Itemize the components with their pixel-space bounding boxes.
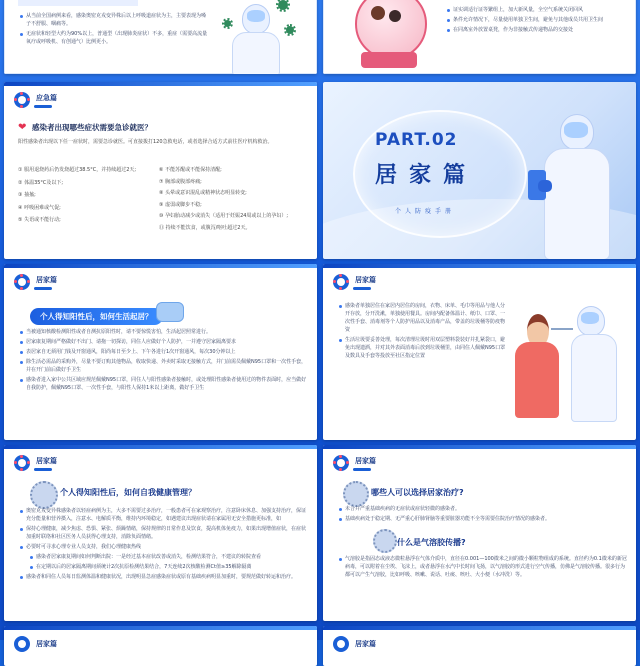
tag-underline xyxy=(34,287,52,290)
slide-3[interactable] xyxy=(4,82,317,259)
sub-bullet: 感染者居家康复期间如何判断出院：一是经过基本症状改善或消失，检测结果符合，不建议的转院查看 xyxy=(28,553,308,561)
mask-icon xyxy=(156,302,184,322)
slide-tag: 居家篇 xyxy=(36,640,57,648)
section-subtitle: 个人防疫手册 xyxy=(395,208,456,215)
slide-topbar xyxy=(323,264,636,268)
slide-5[interactable] xyxy=(4,264,317,440)
symptom-list-right xyxy=(159,166,309,232)
slide-6[interactable] xyxy=(323,264,636,440)
slide-header xyxy=(333,455,376,471)
slide-9[interactable] xyxy=(4,626,317,666)
virus-icon xyxy=(286,26,294,34)
slide-header xyxy=(333,636,376,652)
slide-topbar xyxy=(323,445,636,449)
slide-4[interactable] xyxy=(323,82,636,259)
slide-topbar xyxy=(4,626,317,630)
medical-worker-illustration xyxy=(528,108,628,258)
virus-logo-icon xyxy=(14,636,30,652)
section-pill: 个人得知阳性后，如何生活起居？ xyxy=(30,308,163,325)
bullet: 感染者单独居住在家居内居住的房间，衣物、床单、毛巾等用品与他人分开存放，分开洗漱，单独使用餐具。房间内配备体温计、纸巾、口罩、一次性手套、消毒剂等个人防护用品以及消毒产品，带盖的垃圾桶等防疫物资 xyxy=(337,302,507,334)
symptom-item: ⑥ 不能苏醒或不能保持清醒; xyxy=(159,167,222,173)
virus-decoration xyxy=(373,529,397,553)
virus-logo-icon xyxy=(14,274,30,290)
slide-tag: 居家篇 xyxy=(36,456,57,465)
bullet: 奥密克戎变异株感染者以轻症病例为主，大多不需要过多治疗，一般患者可在家观察治疗，注意卧床休息、加强支持治疗，保证充分能量和营养摄入，注意水、电解质平衡，维持内环境稳定，如遇建议出现症状请在家属用无安全措施更标准，如 xyxy=(18,507,308,523)
symptom-item: ⑤ 失语或不能行动; xyxy=(18,217,61,223)
slide-header xyxy=(14,636,57,652)
question-text: 什么是气溶胶传播? xyxy=(397,538,466,547)
question-heading xyxy=(60,487,196,498)
virus-logo-icon xyxy=(14,92,30,108)
symptom-item: ⑧ 头晕或意识混乱或精神状态明显转变; xyxy=(159,190,247,196)
tag-underline xyxy=(34,468,52,471)
bullet: 除生活必需品的采购外，尽量不要订购其他物品，收取快递、外卖时采取无接触方式，并门前需员佩戴N95口罩和一次性手套，并在开门前后做好手卫生 xyxy=(18,358,308,374)
heart-icon: ❤ xyxy=(18,121,27,133)
nucleic-acid-test-illustration xyxy=(513,304,631,434)
virus-icon xyxy=(224,20,231,27)
bullet: 居家康复期间严格做好不出门、请拖一切探访，同住人应做好个人防护，一并遵守居家隔离要求 xyxy=(18,338,308,346)
slide-tag: 居家篇 xyxy=(355,640,376,648)
symptom-item: ① 服用退烧药后仍发烧超过38.5°C，并持续超过2天; xyxy=(18,167,137,173)
slide-header xyxy=(14,274,57,290)
bullet: 生活垃圾要妥善处理，每次清理垃圾时用双层塑料袋装好并扎紧袋口，避免出现遗洒，并对其外表面消毒后放到垃圾桶里，由同住人佩戴N95口罩及数具及手套等投放至社区指定位置 xyxy=(337,336,507,360)
question-heading xyxy=(371,487,464,498)
bullet: 必要时可寻求心理专业人员支持，我们心理健康热线 xyxy=(18,543,308,551)
tag-underline xyxy=(353,287,371,290)
slide-tag: 居家篇 xyxy=(36,275,57,284)
symptom-item: ⑪ 持续不能饮食，或腹泻/呕吐超过2天。 xyxy=(159,224,251,231)
slide-topbar xyxy=(4,82,317,86)
family-globe-illustration xyxy=(349,0,429,72)
question-text: 感染者出现哪些症状需要急诊就医？ xyxy=(32,123,152,132)
bullet: 条件允许情况下，尽量使用单独卫生间，避免与其他成员共用卫生间 xyxy=(445,16,625,24)
symptom-item: ⑨ 虚弱或脚步不稳; xyxy=(159,201,202,208)
patient-body xyxy=(515,342,559,418)
symptom-item: ③ 抽搐; xyxy=(18,192,36,198)
section-title: 居家篇 xyxy=(375,163,478,188)
virus-logo-icon xyxy=(14,455,30,471)
tag-underline xyxy=(353,468,371,471)
medical-worker-illustration xyxy=(214,0,304,74)
slide-10[interactable] xyxy=(323,626,636,666)
intro-text: 阳性感染者出现以下任一症状时，需要急诊就医。可直接拨打120急救电话，或者选择合适方式前往医疗机构救治。 xyxy=(18,139,273,145)
swab xyxy=(551,328,573,330)
virus-icon xyxy=(278,0,288,10)
bullet: 表居家自无须用门钱及开窗通风，阳尚每日至少上、下午各进行1次开窗通风，每次30分钟以上 xyxy=(18,348,308,356)
slide-tag: 居家篇 xyxy=(355,456,376,465)
bullet: 无症状和轻型大约为90%以上，普通型（出现肺炎症状）不多，重症（需要高流量氧疗或呼吸机、有创通气）比例更小。 xyxy=(18,30,210,46)
glove xyxy=(538,180,552,192)
symptom-list-left xyxy=(18,166,153,225)
sub-bullet: 在定期以后的居家隔离期间须统计2次抗原检测结果结合，7天连续2次核酸检测Ct值≥35解除隔离 xyxy=(28,563,308,571)
bullet: 当被通知核酸检测阳性或者自测抗原阳性时，请不要惊慌害怕，生活起居照常进行。 xyxy=(18,328,308,336)
part-number: PART.02 xyxy=(375,130,458,150)
virus-logo-icon xyxy=(333,636,349,652)
slide-tag: 居家篇 xyxy=(355,275,376,284)
bullet: 未合并严重基础疾病的无症状或症状轻微的感染者。 xyxy=(337,505,627,513)
bullet: 从当前全国病例来看，感染奥密克戎变异株后以上呼吸道症状为主，主要表现为嗓子不舒服、咽痛等。 xyxy=(18,12,210,28)
bullet: 感染者进入家中公共区域应规范佩戴N95口罩，同住人与阳性感染者接触时，或处理阳性感染者使用过的物件表面时，应当做好自我防护，佩戴N95口罩、一次性手套，与阳性人保持1米以上距离，做好手卫生 xyxy=(18,376,308,392)
bullet: 在同离室外放置桌凳，作为非接触式传递物品的交接处 xyxy=(445,26,625,34)
tag-underline xyxy=(34,105,52,108)
symptom-item: ② 体温35°C及以下; xyxy=(18,179,64,186)
bullet: 感染者和同住人员每日监测体温和健康状况，出现明显急症感染症状或原有基础疾病明显加重时，要规范做好转运和治疗。 xyxy=(18,573,308,581)
slide-header xyxy=(14,92,57,108)
slide-7[interactable] xyxy=(4,445,317,621)
virus-logo-icon xyxy=(333,274,349,290)
slide-8[interactable] xyxy=(323,445,636,621)
slide-topbar xyxy=(4,445,317,449)
virus-logo-icon xyxy=(333,455,349,471)
slide-header xyxy=(333,274,376,290)
slide-topbar xyxy=(4,264,317,268)
bullet: 气溶胶是指固态或液态微粒悬浮在气体介质中，直径在0.001—100微米之间的微小颗粒物组成的系统。直径约为0.1微米的新冠病毒，可以附着在尘埃、飞沫上，或者悬浮在水汽中长时间飞扬，以气溶胶的形式进行空气传播，仿佛是气溶胶传播。很多行为都可以产生气溶胶，比如呼吸、咳嗽、说话、吐痰、咳吐、大小便（水冲洗）等。 xyxy=(337,555,627,579)
question-heading xyxy=(397,537,466,548)
virus-decoration xyxy=(30,481,58,509)
question-heading xyxy=(18,122,152,133)
bullet: 基础疾病处于稳定期、无严重心肝肺肾脑等重要脏器功能不全等需要住院治疗情况的感染者。 xyxy=(337,515,627,523)
title-strip xyxy=(18,0,138,6)
slide-tag: 应急篇 xyxy=(36,93,57,102)
bullet: 保持心理健康，减少焦虑、恐惧、紧张、烦躁情绪，保持规律的日常作息及饮食，提高机体免疫力，如果出现增值症状，在症状加重时联络和社区医务人员获得心理支持，消除负面情绪。 xyxy=(18,525,308,541)
slide-1[interactable] xyxy=(4,0,317,74)
slide-header xyxy=(14,455,57,471)
symptom-item: ④ 呼吸困难或气促; xyxy=(18,204,61,211)
slide-2[interactable] xyxy=(323,0,636,74)
symptom-item: ⑦ 胸部或腹部疼痛; xyxy=(159,178,202,185)
question-text: 哪些人可以选择居家治疗? xyxy=(371,488,464,497)
bullet: 证实调适行证等繁组上，加大新风量，全空气系统关闭回风 xyxy=(445,6,625,14)
slide-topbar xyxy=(323,626,636,630)
question-text: 个人得知阳性后，如何自我健康管理？ xyxy=(60,488,196,497)
symptom-item: ⑩ 孕妇胎动减少或消失（适用于妊娠24周或以上的孕妇）; xyxy=(159,213,289,219)
virus-decoration xyxy=(343,481,369,507)
